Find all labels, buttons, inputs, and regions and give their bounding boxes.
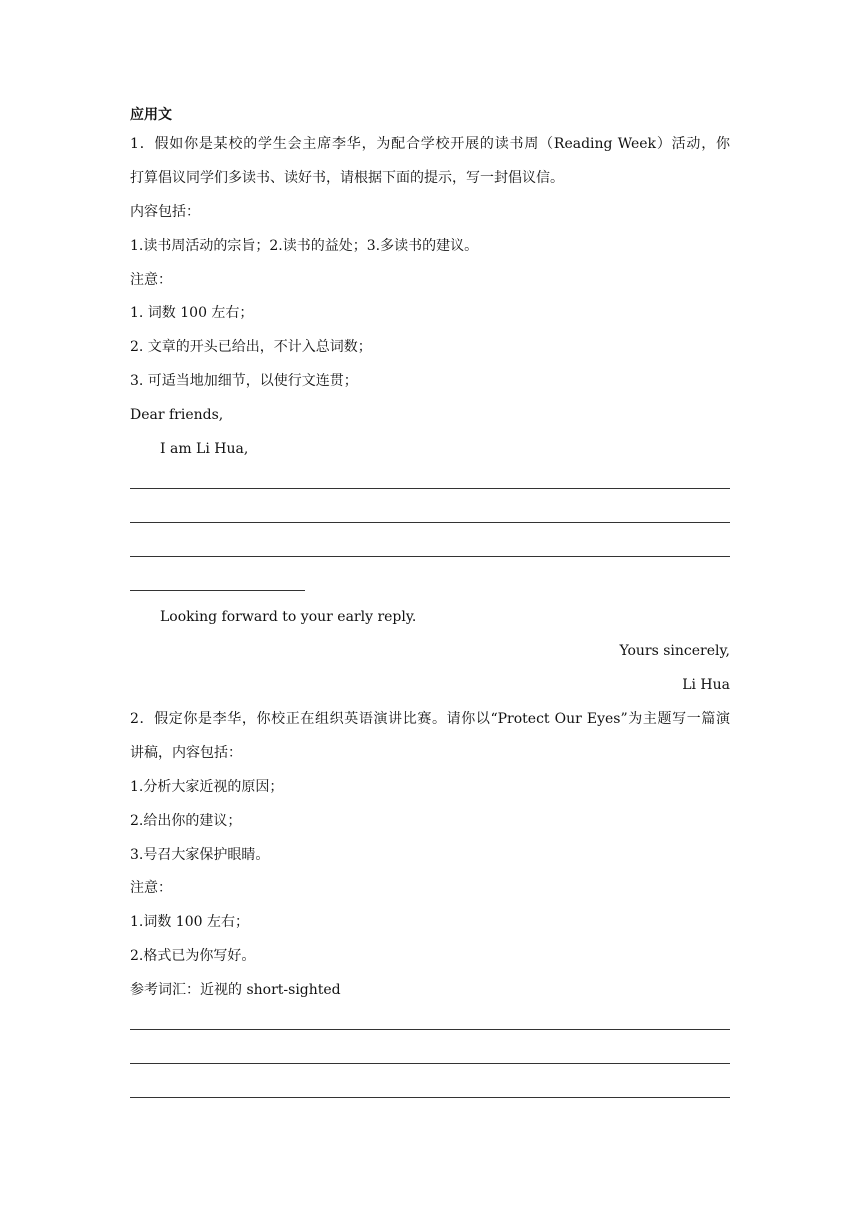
- q1-prompt-line-1: 1．假如你是某校的学生会主席李华，为配合学校开展的读书周（Reading Week）活动，你: [130, 136, 730, 152]
- q2-item-3: 3.号召大家保护眼睛。: [130, 847, 270, 863]
- q2-answer-line-1[interactable]: [130, 1029, 730, 1030]
- q1-note-2: 2. 文章的开头已给出，不计入总词数；: [130, 339, 372, 355]
- q2-answer-line-2[interactable]: [130, 1063, 730, 1064]
- q2-vocab: 参考词汇：近视的 short-sighted: [130, 982, 341, 998]
- q2-note-2: 2.格式已为你写好。: [130, 948, 256, 964]
- q2-item-1: 1.分析大家近视的原因；: [130, 779, 284, 795]
- q2-prompt-line-1: 2．假定你是李华，你校正在组织英语演讲比赛。请你以“Protect Our Eyes”为主题写一篇演: [130, 711, 730, 727]
- q1-salutation: Dear friends,: [130, 407, 224, 423]
- q1-answer-line-2[interactable]: [130, 522, 730, 523]
- q1-content-items: 1.读书周活动的宗旨；2.读书的益处；3.多读书的建议。: [130, 238, 479, 254]
- q1-opening: I am Li Hua,: [160, 441, 249, 457]
- q1-signature: Li Hua: [682, 677, 730, 693]
- section-heading: 应用文: [130, 107, 172, 123]
- q2-item-2: 2.给出你的建议；: [130, 813, 242, 829]
- q2-note-1: 1.词数 100 左右；: [130, 914, 249, 930]
- q1-signoff: Yours sincerely,: [619, 643, 730, 659]
- q1-note-1: 1. 词数 100 左右；: [130, 305, 254, 321]
- q1-content-label: 内容包括：: [130, 204, 200, 220]
- q1-answer-line-3[interactable]: [130, 556, 730, 557]
- q1-notes-label: 注意：: [130, 272, 172, 288]
- q1-answer-line-4[interactable]: [130, 590, 305, 591]
- q1-prompt-line-2: 打算倡议同学们多读书、读好书，请根据下面的提示，写一封倡议信。: [130, 170, 564, 186]
- q1-note-3: 3. 可适当地加细节，以使行文连贯；: [130, 373, 358, 389]
- q2-prompt-line-2: 讲稿，内容包括：: [130, 745, 242, 761]
- q2-answer-line-3[interactable]: [130, 1097, 730, 1098]
- q2-notes-label: 注意：: [130, 880, 172, 896]
- q1-answer-line-1[interactable]: [130, 488, 730, 489]
- q1-closing: Looking forward to your early reply.: [160, 609, 417, 625]
